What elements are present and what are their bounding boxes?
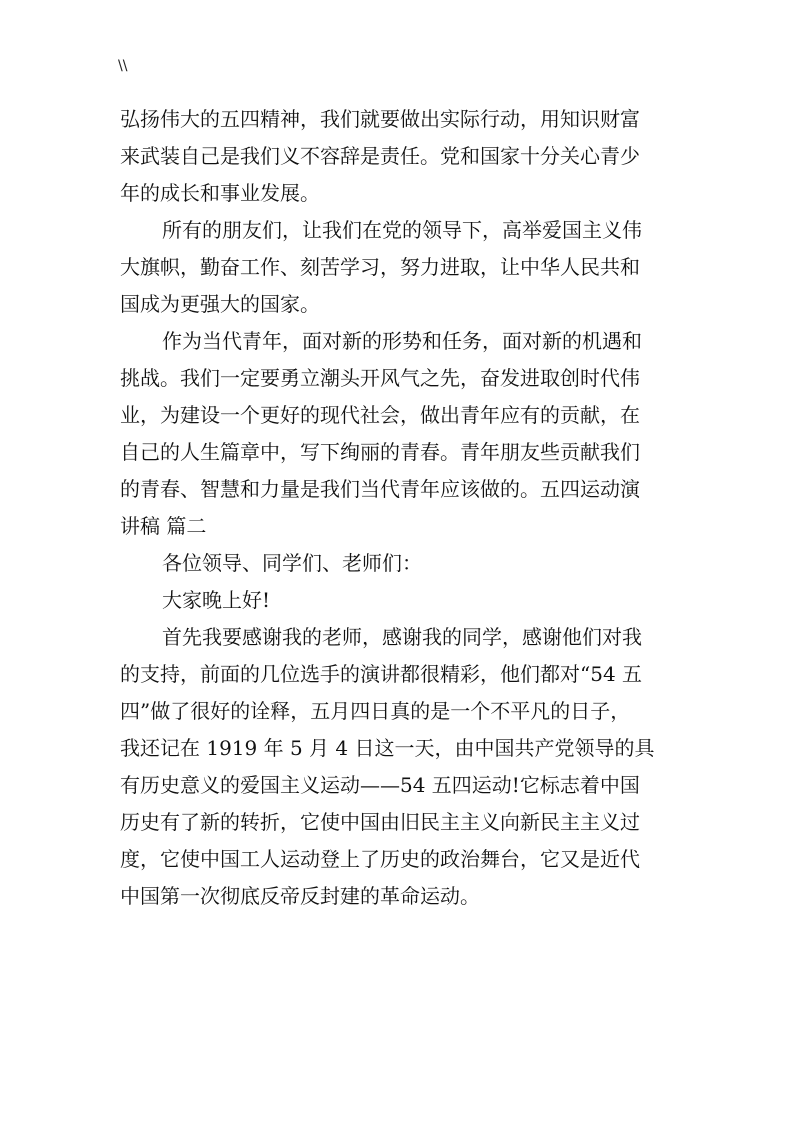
paragraph-line: 首先我要感谢我的老师，感谢我的同学，感谢他们对我 — [162, 625, 642, 649]
paragraph-6 — [120, 619, 676, 915]
paragraph-line: 所有的朋友们，让我们在党的领导下，高举爱国主义伟 — [162, 218, 642, 242]
paragraph-line: 讲稿 篇二 — [120, 514, 207, 538]
paragraph-4 — [120, 545, 676, 582]
paragraph-line: 自己的人生篇章中，写下绚丽的青春。青年朋友些贡献我们 — [120, 440, 640, 464]
paragraph-line: 有历史意义的爱国主义运动——54 五四运动!它标志着中国 — [120, 773, 640, 797]
paragraph-line: 中国第一次彻底反帝反封建的革命运动。 — [120, 884, 480, 908]
paragraph-line: 各位领导、同学们、老师们： — [162, 551, 422, 575]
paragraph-line: 大家晚上好! — [162, 588, 271, 612]
paragraph-line: 历史有了新的转折，它使中国由旧民主主义向新民主主义过 — [120, 810, 640, 834]
paragraph-line: 国成为更强大的国家。 — [120, 292, 320, 316]
document-body — [120, 101, 676, 915]
paragraph-line: 度，它使中国工人运动登上了历史的政治舞台，它又是近代 — [120, 847, 640, 871]
paragraph-1 — [120, 101, 676, 212]
paragraph-line: 挑战。我们一定要勇立潮头开风气之先，奋发进取创时代伟 — [120, 366, 640, 390]
paragraph-line: 我还记在 1919 年 5 月 4 日这一天，由中国共产党领导的具 — [120, 736, 655, 760]
paragraph-line: 年的成长和事业发展。 — [120, 181, 320, 205]
paragraph-line: 大旗帜，勤奋工作、刻苦学习，努力进取，让中华人民共和 — [120, 255, 640, 279]
paragraph-line: 四”做了很好的诠释，五月四日真的是一个不平凡的日子， — [120, 699, 631, 723]
paragraph-5 — [120, 582, 676, 619]
header-mark: \\ — [118, 58, 128, 74]
paragraph-2 — [120, 212, 676, 323]
paragraph-line: 的支持，前面的几位选手的演讲都很精彩，他们都对“54 五 — [120, 662, 643, 686]
paragraph-line: 来武装自己是我们义不容辞是责任。党和国家十分关心青少 — [120, 144, 640, 168]
paragraph-3 — [120, 323, 676, 545]
paragraph-line: 的青春、智慧和力量是我们当代青年应该做的。五四运动演 — [120, 477, 640, 501]
paragraph-line: 业，为建设一个更好的现代社会，做出青年应有的贡献，在 — [120, 403, 640, 427]
paragraph-line: 作为当代青年，面对新的形势和任务，面对新的机遇和 — [162, 329, 642, 353]
paragraph-line: 弘扬伟大的五四精神，我们就要做出实际行动，用知识财富 — [120, 107, 640, 131]
